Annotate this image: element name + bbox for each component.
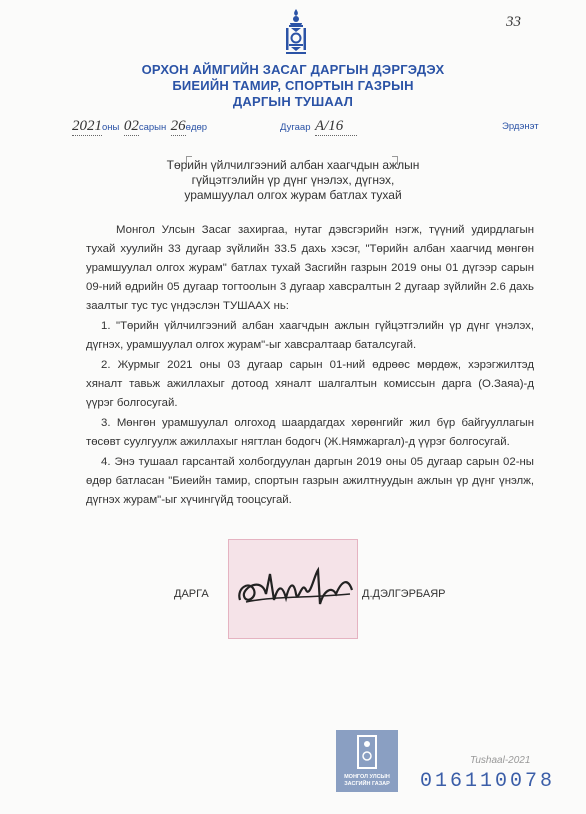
date-day: 26 <box>170 118 186 134</box>
title-line-3: урамшуулал олгох журам батлах тухай <box>184 188 402 202</box>
title-line-2: гүйцэтгэлийн үр дүнг үнэлэх, дүгнэх, <box>191 173 395 187</box>
number-line <box>280 117 357 136</box>
date-day-label: өдөр <box>185 122 208 133</box>
preamble-paragraph: Монгол Улсын Засаг захиргаа, нутаг дэвсгэрийн нэгж, түүний удирдлагын тухай хуулийн 33 дугаар зүйлийн 33.5 дахь хэсэг, "Төрийн албан хаагчид мөнгөн урамшуулал олгох журам" батлах тухай Засгийн газрын 2019 оны 01 дүгээр сарын 09-ний өдрийн 05 дугаар тогтоолын 3 дугаар хавсралтын 2 дугаар зүйлийн 2.6 дахь заалтыг тус тус үндэслэн ТУШААХ нь: <box>86 224 534 312</box>
place-label: Эрдэнэт <box>502 121 539 132</box>
date-year-label: оны <box>102 122 120 133</box>
header-line-3: ДАРГЫН ТУШААЛ <box>232 94 354 109</box>
document-title <box>0 158 586 203</box>
signatory-title: ДАРГА <box>174 588 209 600</box>
footer-logo-text: МОНГОЛ УЛСЫН ЗАСГИЙН ГАЗАР <box>344 774 390 787</box>
date-year: 2021 <box>72 118 102 134</box>
form-label: Tushaal-2021 <box>470 755 531 766</box>
soyombo-emblem-icon <box>284 8 308 56</box>
header-line-2: БИЕИЙН ТАМИР, СПОРТЫН ГАЗРЫН <box>172 78 414 93</box>
header-line-1: ОРХОН АЙМГИЙН ЗАСАГ ДАРГЫН ДЭРГЭДЭХ <box>141 62 445 77</box>
date-line <box>72 117 207 136</box>
date-month-label: сарын <box>138 122 167 133</box>
number-label: Дугаар <box>280 122 311 133</box>
government-emblem-glyph <box>336 730 398 770</box>
page-number: 33 <box>506 14 521 30</box>
handwritten-signature <box>232 560 362 620</box>
order-item-1: 1. "Төрийн үйлчилгээний албан хаагчдын ажлын гүйцэтгэлийн үр дүнг үнэлэх, дүгнэх, урамшуулал олгох журам"-ыг хавсралтаар баталсугай. <box>86 320 534 351</box>
title-line-1: Төрийн үйлчилгээний албан хаагчдын ажлын <box>166 158 420 172</box>
order-item-4: 4. Энэ тушаал гарсантай холбогдуулан даргын 2019 оны 05 дугаар сарын 02-ны өдөр батласан "Биеийн тамир, спортын газрын ажилтнуудын ажлын үр дүнг үнэлж, дүгнэх журам"-ыг хүчингүйд тооцсугай. <box>86 456 534 506</box>
serial-number: 016110078 <box>420 770 556 793</box>
number-value: А/16 <box>315 118 357 136</box>
order-item-3: 3. Мөнгөн урамшуулал олгоход шаардагдах хөрөнгийг жил бүр байгууллагын төсөвт суулгуулж ажиллахыг нягтлан бодогч (Ж.Нямжаргал)-д үүрэг болгосугай. <box>86 417 534 448</box>
date-month: 02 <box>123 118 139 134</box>
order-item-2: 2. Журмыг 2021 оны 03 дугаар сарын 01-ний өдрөөс мөрдөж, хэрэгжилтэд хяналт тавьж ажиллахыг дотоод хяналт шалгалтын комиссын дарга (О.Заяа)-д үүрэг болгосугай. <box>86 359 534 409</box>
document-body <box>86 221 534 510</box>
signatory-name: Д.ДЭЛГЭРБАЯР <box>362 588 446 600</box>
